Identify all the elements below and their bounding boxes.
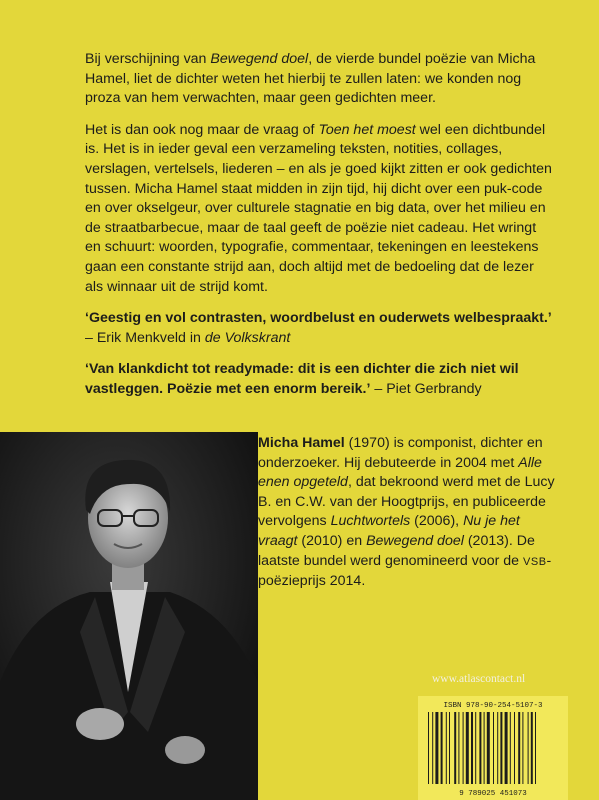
author-name: Micha Hamel xyxy=(258,435,345,451)
book-title: Toen het moest xyxy=(318,121,416,138)
barcode-bar xyxy=(522,712,523,784)
blurb-text: , de vierde bundel poëzie van Micha Hamel, liet de dichter weten het hierbij te zullen laten: we konden nog proza van hem verwachten, maar geen gedichten meer. xyxy=(85,51,536,107)
quote-source: – Piet Gerbrandy xyxy=(370,380,482,397)
bio-text: (1970) is componist, dichter en onderzoeker. Hij debuteerde in 2004 met xyxy=(258,435,543,471)
blurb-text: wel een dichtbundel is. Het is in ieder geval een verzameling teksten, notities, collages, verslagen, vertelsels, liederen – en als je goed kijkt zitten er ook gedichten tussen. Micha Hamel staat midden in zijn tijd, hij dicht over een puk-code en over okselgeur, over culturele stagnatie en big data, over het milieu en de straatbarbecue, maar de taal geeft de poëzie niet cadeau. Het wringt en schuurt: woorden, typografie, commentaar, tekeningen en leestekens gaan een constante strijd aan, doch altijd met de bedoeling dat de lezer als winnaar uit de strijd komt. xyxy=(85,121,552,295)
barcode-bar xyxy=(432,712,433,784)
bio-text: (2013). De laatste bundel werd genomineerd voor de xyxy=(258,532,535,569)
barcode-bar xyxy=(487,712,490,784)
barcode-bar xyxy=(454,712,456,784)
blurb-text: Bij verschijning van xyxy=(85,51,211,67)
prize-name: VSB xyxy=(523,555,547,568)
barcode-bar xyxy=(435,712,438,784)
author-bio xyxy=(258,434,558,592)
bio-text: -poëzieprijs 2014. xyxy=(258,552,552,590)
publisher-website[interactable]: www.atlascontact.nl xyxy=(432,673,526,685)
back-cover-blurb xyxy=(85,50,555,412)
barcode-bar xyxy=(528,712,529,784)
quote-source: – Erik Menkveld in xyxy=(85,329,205,346)
barcode-bar xyxy=(531,712,533,784)
bio-text: , dat bekroond werd met de Lucy B. en C.W. van der Hoogtprijs, en publiceerde vervolgens xyxy=(258,474,555,530)
barcode-bar xyxy=(500,712,502,784)
review-quote-1 xyxy=(85,309,555,348)
isbn-number: ISBN 978-90-254-5107-3 xyxy=(443,702,543,710)
barcode-bar xyxy=(471,712,473,784)
blurb-text: Het is dan ook nog maar de vraag of xyxy=(85,121,319,138)
quote-text: ‘Van klankdicht tot readymade: dit is een dichter die zich niet wil vastleggen. Poëzie met een enorm bereik.’ xyxy=(85,361,519,397)
bio-text: (2010) en xyxy=(297,532,367,549)
quote-publication: de Volkskrant xyxy=(204,329,291,346)
barcode-digits: 9 789025 451073 xyxy=(459,790,527,798)
barcode-bar xyxy=(505,712,508,784)
barcode-bar xyxy=(428,712,429,784)
barcode-bar xyxy=(497,712,498,784)
barcode-bar xyxy=(441,712,443,784)
blurb-paragraph-2 xyxy=(85,121,555,297)
book-title: Luchtwortels xyxy=(330,513,411,530)
barcode-bar xyxy=(479,712,481,784)
barcode-bar xyxy=(463,712,464,784)
book-title: Bewegend doel xyxy=(210,51,309,67)
barcode-bar xyxy=(475,712,476,784)
barcode-bar xyxy=(446,712,447,784)
barcode-bar xyxy=(510,712,511,784)
barcode-bar xyxy=(449,712,450,784)
barcode-bar xyxy=(518,712,520,784)
book-title: Alle enen opgeteld xyxy=(258,454,542,491)
barcode-bar xyxy=(514,712,515,784)
barcode-bar xyxy=(458,712,459,784)
blurb-paragraph-1 xyxy=(85,50,555,109)
author-photo xyxy=(0,432,258,800)
barcode-bar xyxy=(484,712,485,784)
book-title: Nu je het vraagt xyxy=(258,513,520,549)
review-quote-2 xyxy=(85,360,555,399)
barcode-bar xyxy=(493,712,494,784)
bio-text: (2006), xyxy=(410,513,464,530)
isbn-barcode xyxy=(418,696,568,800)
barcode-bars xyxy=(426,712,560,784)
quote-text: ‘Geestig en vol contrasten, woordbelust en ouderwets welbespraakt.’ xyxy=(85,310,552,327)
barcode-bar xyxy=(535,712,536,784)
book-title: Bewegend doel xyxy=(366,532,464,549)
barcode-bar xyxy=(466,712,469,784)
